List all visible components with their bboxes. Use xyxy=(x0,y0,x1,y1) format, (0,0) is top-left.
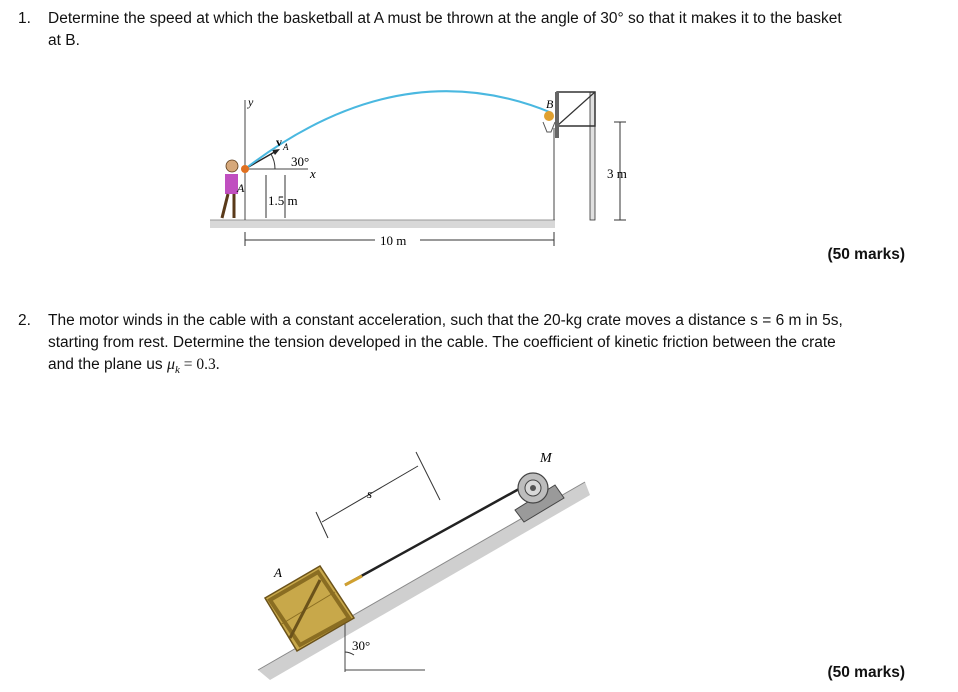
label-s: s xyxy=(367,486,373,501)
question-2-line-3-prefix: and the plane us xyxy=(48,356,167,373)
question-1-line-1: Determine the speed at which the basketball at A must be thrown at the angle of 30° so that it makes it to the basket xyxy=(48,10,842,27)
basketball-figure xyxy=(200,80,650,260)
label-height-a: 1.5 m xyxy=(268,193,298,208)
backboard-brace xyxy=(557,92,595,126)
question-2-line-3 xyxy=(48,354,918,381)
angle-arc xyxy=(271,154,275,169)
label-distance: 10 m xyxy=(380,233,407,248)
mu-subscript: k xyxy=(174,364,180,377)
question-1-text xyxy=(48,8,918,52)
label-va: v xyxy=(276,135,282,149)
label-x: x xyxy=(310,166,316,181)
label-angle: 30° xyxy=(291,154,310,169)
question-1-marks: (50 marks) xyxy=(827,246,905,263)
question-2-line-1: The motor winds in the cable with a constant acceleration, such that the 20-kg crate moves a distance s = 6 m in 5s, xyxy=(48,312,843,329)
cable-hook xyxy=(345,576,362,585)
label-angle: 30° xyxy=(352,638,371,653)
question-1-number: 1. xyxy=(18,10,31,27)
label-m: M xyxy=(540,451,552,466)
label-height-b: 3 m xyxy=(607,166,627,181)
label-y: y xyxy=(248,95,254,109)
mu-symbol: μ xyxy=(166,356,175,373)
question-1-line-2: at B. xyxy=(48,32,80,49)
question-2-marks: (50 marks) xyxy=(827,664,905,681)
label-a: A xyxy=(274,565,282,580)
ball-at-b xyxy=(544,111,554,121)
question-2-number: 2. xyxy=(18,312,31,329)
label-b: B xyxy=(546,97,554,111)
question-2-line-2: starting from rest. Determine the tension developed in the cable. The coefficient of kinetic friction between the crate xyxy=(48,334,836,351)
mu-value: = 0.3. xyxy=(179,356,220,373)
question-2-text xyxy=(48,310,918,381)
label-a: A xyxy=(237,181,245,195)
backboard xyxy=(555,92,559,138)
label-va-sub: A xyxy=(283,142,289,152)
crate-ramp-figure xyxy=(250,440,600,685)
ground xyxy=(210,220,555,228)
basket-net xyxy=(543,122,555,132)
